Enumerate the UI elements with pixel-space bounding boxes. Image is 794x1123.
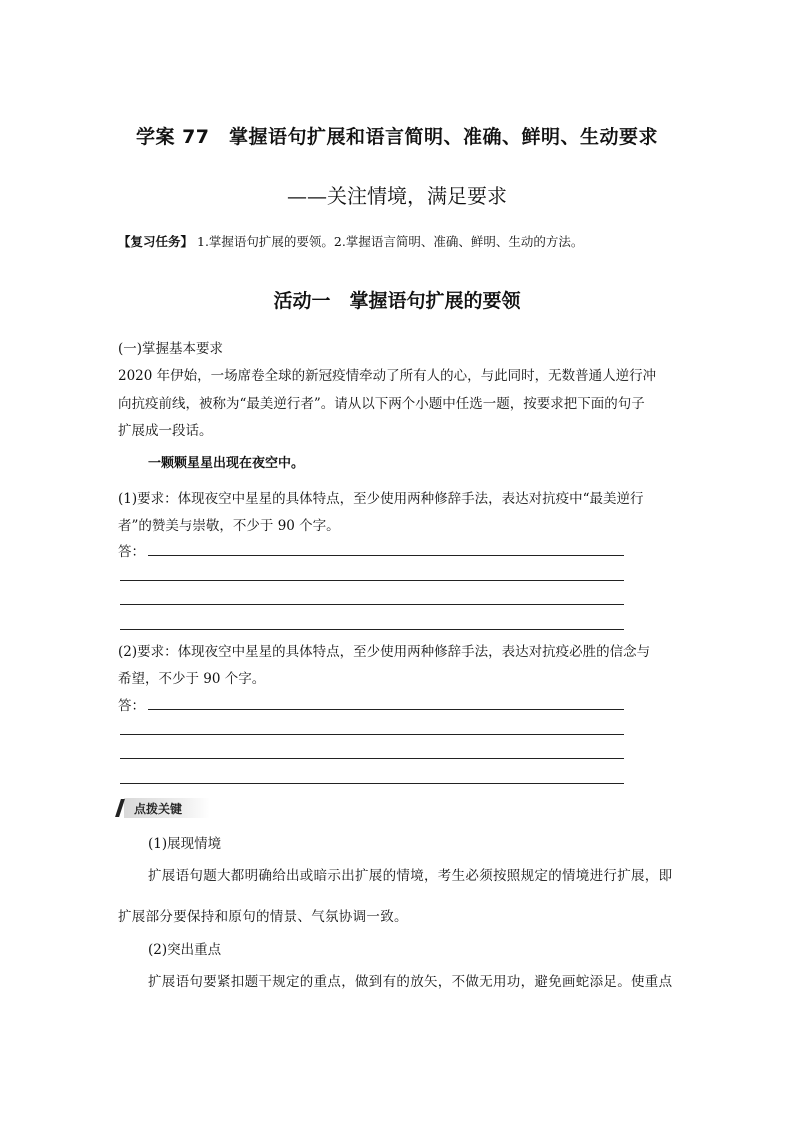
answer-line[interactable] (120, 580, 624, 581)
paragraph-line-3: 扩展成一段话。 (118, 423, 213, 439)
tip-2-line-1: 扩展语句要紧扣题干规定的重点，做到有的放矢，不做无用功，避免画蛇添足。使重点 (148, 974, 673, 990)
question-1-line-2: 者”的赞美与崇敬，不少于 90 个字。 (118, 518, 340, 534)
tips-badge (118, 796, 210, 820)
paragraph-line-1: 2020 年伊始，一场席卷全球的新冠疫情牵动了所有人的心，与此同时，无数普通人逆行冲 (118, 368, 657, 384)
badge-label: 点拨关键 (134, 802, 183, 816)
answer-line[interactable] (120, 783, 624, 784)
answer-line[interactable] (148, 555, 624, 556)
review-tag: 【复习任务】 (118, 234, 194, 249)
tip-2-heading: (2)突出重点 (148, 942, 222, 958)
review-text: 1.掌握语句扩展的要领。2.掌握语言简明、准确、鲜明、生动的方法。 (193, 234, 584, 249)
answer-line[interactable] (120, 629, 624, 630)
answer-line[interactable] (120, 758, 624, 759)
answer-label-1: 答： (118, 544, 145, 560)
tip-1-heading: (1)展现情境 (148, 836, 222, 852)
activity-title: 活动一 掌握语句扩展的要领 (273, 290, 521, 312)
answer-line[interactable] (120, 734, 624, 735)
page-subtitle: ——关注情境，满足要求 (287, 184, 507, 208)
tip-1-line-2: 扩展部分要保持和原句的情景、气氛协调一致。 (118, 909, 408, 925)
page-title: 学案 77 掌握语句扩展和语言简明、准确、鲜明、生动要求 (135, 126, 659, 148)
answer-label-2: 答： (118, 698, 145, 714)
target-sentence: 一颗颗星星出现在夜空中。 (148, 456, 305, 471)
answer-line[interactable] (120, 604, 624, 605)
paragraph-line-2: 向抗疫前线，被称为“最美逆行者”。请从以下两个小题中任选一题，按要求把下面的句子 (118, 396, 645, 412)
question-1-line-1: (1)要求：体现夜空中星星的具体特点，至少使用两种修辞手法，表达对抗疫中“最美逆行 (118, 491, 644, 507)
answer-line[interactable] (148, 709, 624, 710)
question-2-line-1: (2)要求：体现夜空中星星的具体特点，至少使用两种修辞手法，表达对抗疫必胜的信念与 (118, 644, 651, 660)
review-tasks (118, 232, 583, 250)
question-2-line-2: 希望，不少于 90 个字。 (118, 671, 266, 687)
section-heading: (一)掌握基本要求 (118, 341, 224, 357)
tip-1-line-1: 扩展语句题大都明确给出或暗示出扩展的情境，考生必须按照规定的情境进行扩展，即 (148, 868, 673, 884)
